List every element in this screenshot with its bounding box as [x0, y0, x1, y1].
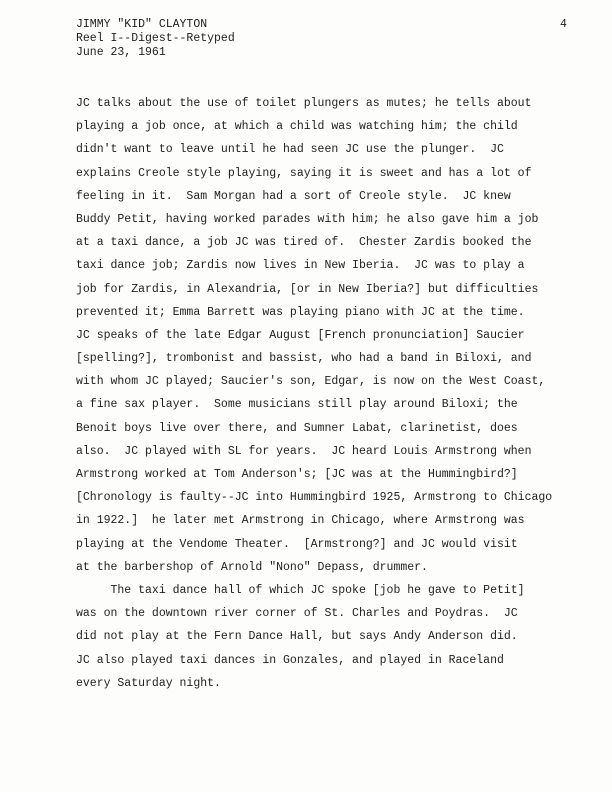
document-header: [76, 18, 235, 60]
text-line: Buddy Petit, having worked parades with him; he also gave him a job: [76, 212, 539, 226]
page-number: 4: [560, 18, 567, 31]
text-line: every Saturday night.: [76, 676, 221, 690]
text-line: taxi dance job; Zardis now lives in New Iberia. JC was to play a: [76, 259, 525, 273]
text-line: Armstrong worked at Tom Anderson's; [JC was at the Hummingbird?]: [76, 468, 518, 481]
text-line: job for Zardis, in Alexandria, [or in New Iberia?] but difficulties: [76, 282, 539, 296]
text-line: playing at the Vendome Theater. [Armstrong?] and JC would visit: [76, 537, 518, 551]
text-line: prevented it; Emma Barrett was playing piano with JC at the time.: [76, 305, 525, 319]
text-line: JC talks about the use of toilet plungers as mutes; he tells about: [76, 97, 532, 110]
text-line: in 1922.] he later met Armstrong in Chicago, where Armstrong was: [76, 514, 525, 528]
text-line: The taxi dance hall of which JC spoke [job he gave to Petit]: [76, 583, 525, 597]
text-line: JC also played taxi dances in Gonzales, and played in Raceland: [76, 653, 504, 667]
header-date: June 23, 1961: [76, 46, 166, 59]
text-line: Benoit boys live over there, and Sumner Labat, clarinetist, does: [76, 421, 518, 435]
text-line: [spelling?], trombonist and bassist, who had a band in Biloxi, and: [76, 352, 532, 366]
text-line: at a taxi dance, a job JC was tired of. Chester Zardis booked the: [76, 236, 532, 250]
header-reel: Reel I--Digest--Retyped: [76, 32, 235, 45]
text-line: [Chronology is faulty--JC into Hummingbird 1925, Armstrong to Chicago: [76, 491, 553, 505]
text-line: a fine sax player. Some musicians still play around Biloxi; the: [76, 398, 518, 412]
text-line: at the barbershop of Arnold "Nono" Depass, drummer.: [76, 560, 428, 574]
text-line: also. JC played with SL for years. JC heard Louis Armstrong when: [76, 444, 532, 458]
header-title: JIMMY "KID" CLAYTON: [76, 18, 208, 31]
text-line: JC speaks of the late Edgar August [French pronunciation] Saucier: [76, 328, 525, 342]
text-line: didn't want to leave until he had seen JC use the plunger. JC: [76, 143, 504, 157]
text-line: did not play at the Fern Dance Hall, but says Andy Anderson did.: [76, 630, 518, 644]
text-line: playing a job once, at which a child was watching him; the child: [76, 120, 518, 134]
text-line: with whom JC played; Saucier's son, Edgar, is now on the West Coast,: [76, 375, 546, 389]
body-text: [76, 92, 576, 695]
text-line: feeling in it. Sam Morgan had a sort of Creole style. JC knew: [76, 189, 511, 203]
text-line: was on the downtown river corner of St. Charles and Poydras. JC: [76, 607, 518, 621]
text-line: explains Creole style playing, saying it is sweet and has a lot of: [76, 166, 532, 180]
